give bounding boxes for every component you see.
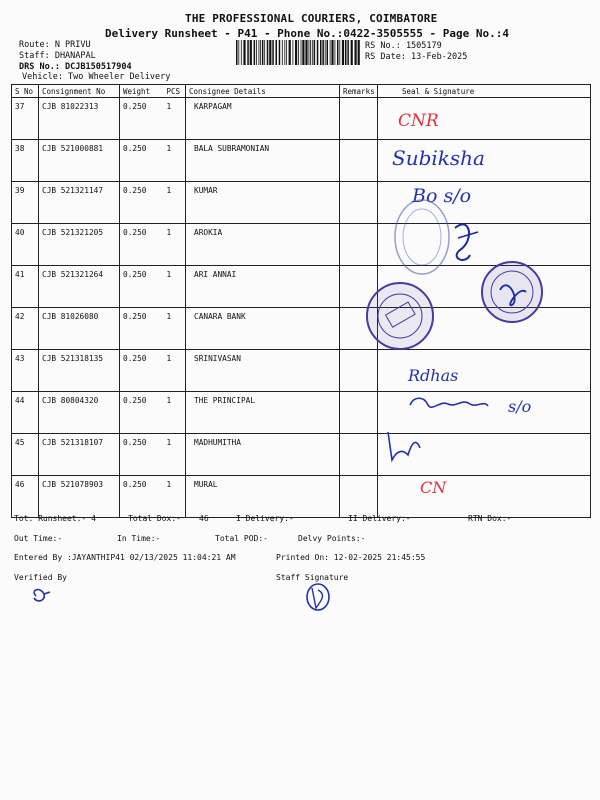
svg-text:Subiksha: Subiksha: [392, 146, 485, 170]
svg-text:CN: CN: [420, 478, 447, 497]
cell-consignee: BALA SUBRAMONIAN: [186, 140, 340, 182]
cell-consignee: KARPAGAM: [186, 98, 340, 140]
cell-weight: 0.250: [120, 308, 164, 350]
seal-stamp-row-42: [367, 283, 433, 349]
cell-sno: 37: [12, 98, 39, 140]
total-dox-value: 46: [199, 514, 209, 523]
col-sno: S No: [12, 85, 39, 98]
cell-pcs: 1: [164, 224, 186, 266]
cell-weight: 0.250: [120, 476, 164, 518]
cell-consignment-no: CJB 81022313: [39, 98, 120, 140]
staff-signature-label: Staff Signature: [276, 573, 349, 582]
cell-sno: 40: [12, 224, 39, 266]
cell-consignment-no: CJB 521318135: [39, 350, 120, 392]
delvy-points: Delvy Points:-: [298, 534, 366, 543]
in-time: In Time:-: [117, 534, 161, 543]
cell-consignment-no: CJB 521321205: [39, 224, 120, 266]
entered-by: Entered By :JAYANTHIP41 02/13/2025 11:04:21 AM: [14, 553, 236, 562]
cell-consignment-no: CJB 521078903: [39, 476, 120, 518]
cell-sno: 38: [12, 140, 39, 182]
cell-pcs: 1: [164, 98, 186, 140]
cell-pcs: 1: [164, 266, 186, 308]
cell-consignee: ARI ANNAI: [186, 266, 340, 308]
cell-sno: 46: [12, 476, 39, 518]
cell-pcs: 1: [164, 308, 186, 350]
cell-weight: 0.250: [120, 434, 164, 476]
cell-weight: 0.250: [120, 182, 164, 224]
cell-consignee: SRINIVASAN: [186, 350, 340, 392]
signature-row-39: [411, 185, 471, 207]
staff-signature-mark: [307, 584, 329, 610]
cell-pcs: 1: [164, 476, 186, 518]
cell-consignee: AROKIA: [186, 224, 340, 266]
printed-on: Printed On: 12-02-2025 21:45:55: [276, 553, 426, 562]
total-dox-label: Total Dox:-: [128, 514, 181, 523]
cell-weight: 0.250: [120, 224, 164, 266]
cell-sno: 43: [12, 350, 39, 392]
seal-stamp-row-41: [482, 262, 542, 322]
cell-pcs: 1: [164, 350, 186, 392]
svg-text:CNR: CNR: [398, 111, 439, 131]
cell-consignee: KUMAR: [186, 182, 340, 224]
cell-consignment-no: CJB 80804320: [39, 392, 120, 434]
cell-consignment-no: CJB 521000881: [39, 140, 120, 182]
cell-pcs: 1: [164, 140, 186, 182]
cell-sno: 45: [12, 434, 39, 476]
cell-consignee: CANARA BANK: [186, 308, 340, 350]
col-consignee: Consignee Details: [186, 85, 340, 98]
tot-runsheet: Tot. Runsheet:- 4: [14, 514, 96, 523]
signature-row-43: [407, 366, 458, 385]
cell-consignee: MURAL: [186, 476, 340, 518]
cell-sno: 42: [12, 308, 39, 350]
col-seal-signature: Seal & Signature: [378, 85, 591, 98]
company-title: THE PROFESSIONAL COURIERS, COIMBATORE: [185, 12, 438, 25]
cell-consignment-no: CJB 521318107: [39, 434, 120, 476]
signature-row-44: [410, 397, 531, 416]
verified-signature: [34, 590, 50, 601]
drs-number: DRS No.: DCJB150517904: [19, 62, 132, 72]
route-label: Route: N PRIVU: [19, 40, 91, 50]
cell-pcs: 1: [164, 392, 186, 434]
rs-date: RS Date: 13-Feb-2025: [365, 52, 468, 62]
signature-row-38: [392, 146, 485, 170]
cell-weight: 0.250: [120, 140, 164, 182]
cell-weight: 0.250: [120, 98, 164, 140]
signature-row-37: [398, 111, 439, 131]
cell-weight: 0.250: [120, 392, 164, 434]
cell-consignee: MADHUMITHA: [186, 434, 340, 476]
svg-text:s/o: s/o: [508, 397, 532, 416]
col-consignment: Consignment No: [39, 85, 120, 98]
seal-stamp-row-40: [395, 200, 478, 274]
cell-pcs: 1: [164, 434, 186, 476]
out-time: Out Time:-: [14, 534, 63, 543]
signature-row-45: [388, 432, 420, 460]
ii-delivery: II Delivery:-: [348, 514, 411, 523]
col-pcs: PCS: [164, 85, 186, 98]
cell-sno: 41: [12, 266, 39, 308]
cell-consignment-no: CJB 521321264: [39, 266, 120, 308]
rtn-dox: RTN Dox:-: [468, 514, 512, 523]
i-delivery: I Delivery:-: [236, 514, 294, 523]
cell-weight: 0.250: [120, 266, 164, 308]
col-weight: Weight: [120, 85, 164, 98]
cell-weight: 0.250: [120, 350, 164, 392]
cell-consignment-no: CJB 521321147: [39, 182, 120, 224]
cell-pcs: 1: [164, 182, 186, 224]
vehicle-label: Vehicle: Two Wheeler Delivery: [22, 72, 171, 82]
runsheet-title: Delivery Runsheet - P41 - Phone No.:0422-3505555 - Page No.:4: [105, 27, 509, 40]
rs-number: RS No.: 1505179: [365, 41, 442, 51]
col-remarks: Remarks: [340, 85, 378, 98]
svg-text:Rdhas: Rdhas: [408, 366, 459, 385]
cell-consignment-no: CJB 81026080: [39, 308, 120, 350]
cell-consignee: THE PRINCIPAL: [186, 392, 340, 434]
staff-label: Staff: DHANAPAL: [19, 51, 96, 61]
cell-sno: 39: [12, 182, 39, 224]
total-pod: Total POD:-: [215, 534, 268, 543]
svg-text:Bo s/o: Bo s/o: [412, 185, 472, 207]
signature-row-46: [420, 478, 447, 497]
verified-by-label: Verified By: [14, 573, 67, 582]
cell-sno: 44: [12, 392, 39, 434]
